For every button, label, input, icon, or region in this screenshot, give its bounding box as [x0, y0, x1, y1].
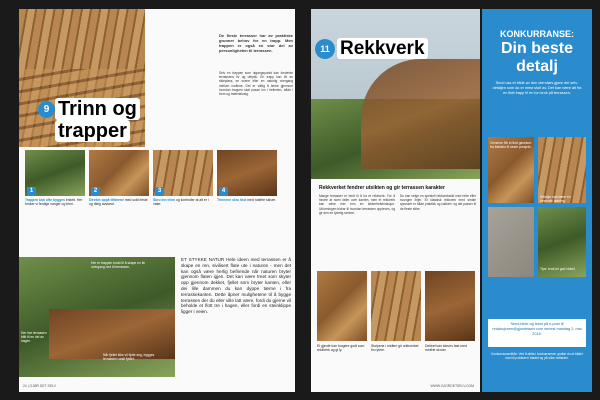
- step-caption-1: Trappen kan ofte bygges enkelt. Her bruker vi ferdige vanger og trinn.: [25, 198, 83, 207]
- contest-caption-3: Tips: bruk en god vinkel.: [540, 267, 576, 271]
- garden-deck-platform: [49, 309, 175, 362]
- rekkverk-photo-1: [317, 271, 367, 341]
- intro-text: De fleste terrasser har av praktiske grunner behov for en trapp. Men trappen er også en stor del av personligheten til terrassen.: [219, 33, 293, 53]
- rekkverk-photo-2: [371, 271, 421, 341]
- step-number-3: 3: [155, 187, 164, 196]
- natur-text: ET STYKKE NATUR Hele ideen med terrassen er å skape en ren, sivilisert flate ute i naturen - men det kan også være herlig befriende når naturen bryter gjennom flaten igjen. Det kan være treet som skyter opp gjennom dekket, fjellet som bryter kanten, eller dei lille dammen du kan dyppe tærne i fra terrassekanten. Dette åpner mulighetene til å bygge terrassen der du eller ville latt være, fordi du gjerne vil beholde et flott tre i hagen, eller fordi en steinklippe ligger i veien.: [181, 257, 291, 315]
- rekkverk-caption-1: Et gjerde kan fungere godt som rekkverk og gi ly.: [317, 344, 365, 353]
- contest-intro: Send oss et bilde av den utendørs gjøre det selv-detaljen som du er mest stolt av. Det kan være alt fra en flott trapp til en lun krok på terrassen.: [492, 81, 582, 95]
- step-number-1: 1: [27, 187, 36, 196]
- rekkverk-caption-2: Stolpene i midten gir rekkverket fin rytme.: [371, 344, 419, 353]
- step-number-2: 2: [91, 187, 100, 196]
- right-page: [311, 9, 480, 392]
- left-folio: 24 | GJØR DET SELV: [23, 384, 56, 388]
- rekkverk-subhead: Rekkverket fendrer utsikten og gir terrassen karakter: [319, 185, 445, 191]
- step-caption-4: Trinnene skru fast med rustfrie skruer.: [217, 198, 277, 202]
- rekkverk-number-badge: 11: [315, 39, 335, 59]
- section-number-badge: 9: [38, 101, 55, 118]
- overlay-caption-mid: Når fjellet ikke vil flytte seg, bygges terrassen rundt fjellet.: [103, 353, 155, 362]
- contest-footer: Konkurransevilkår: Ved å delta i konkurransen godtar du at bildet kan bli publisert i bladet og på våre nettsider.: [491, 352, 583, 361]
- garden-photo-caption: Her er trappen brukt til å skape en fin overgang ned til terrassen.: [91, 261, 146, 270]
- left-page: [19, 9, 295, 392]
- contest-caption-1: Vinneren får et flott gavekort fra Metabo til neste prosjekt.: [490, 141, 532, 150]
- step-number-4: 4: [219, 187, 228, 196]
- contest-photo-3: [488, 207, 534, 277]
- rekkverk-caption-3: Dekket kan skrues fast med rustfrie skruer.: [425, 344, 467, 353]
- railing-photo-rail: [361, 59, 480, 169]
- rekkverk-body-left: Mange terrasser er bedt til å ha et rekkverk. For å hindre at noen faller over kanten, men et rekkverk kan være mer enn en sikkerhetsfunksjon. Utformingen bidrar til hvordan terrassen oppleves, og gir den en tydelig ramme.: [319, 194, 395, 215]
- section-heading-line2: trapper: [55, 120, 130, 142]
- contest-title-line2: Din beste: [500, 40, 573, 57]
- right-folio: WWW.GJORDETSELV.COM: [430, 384, 474, 388]
- step-caption-3: Skru inn trinn og kontroller at alt er i vater.: [153, 198, 209, 207]
- column-text: Selv en trappen som utgangspunkt kan forsterke terrassens liv og uttrykk. En trapp kan bli en sitteplass, en scene eller en naturlig overgang mellom nivåene. Det er viktig å tenke gjennom hvordan trappen skal passe inn i helheten, både i form og materialvalg.: [219, 71, 293, 97]
- contest-caption-2: Detaljer kan være en innovativ løsning.: [540, 195, 571, 204]
- contest-title-line3: detalj: [516, 58, 558, 75]
- contest-title-line1: KONKURRANSE:: [500, 29, 574, 39]
- contest-photo-2: [538, 137, 586, 203]
- contest-sidebar: [482, 9, 592, 392]
- step-caption-2: Direkte oppå tilførene med solid feste og riktig avstand.: [89, 198, 148, 207]
- rekkverk-heading: Rekkverk: [337, 38, 428, 59]
- rekkverk-body-right: Du kan velge en spesiell rekkverksstil med rette eller svungne linjer. Et klassisk rekkverk med smale sprosser er både praktisk og vakkert, og det passer til de fleste stiler.: [400, 194, 476, 211]
- contest-send-box: Send bilde og tekst på e-post til redaksjonen@gjordetselv.com senest mandag 2. mai 2016.: [488, 319, 586, 347]
- section-heading-line1: Trinn og: [55, 98, 140, 120]
- overlay-caption-left: Her har terrassen blitt til en del av hagen.: [21, 331, 47, 344]
- rekkverk-photo-3: [425, 271, 475, 341]
